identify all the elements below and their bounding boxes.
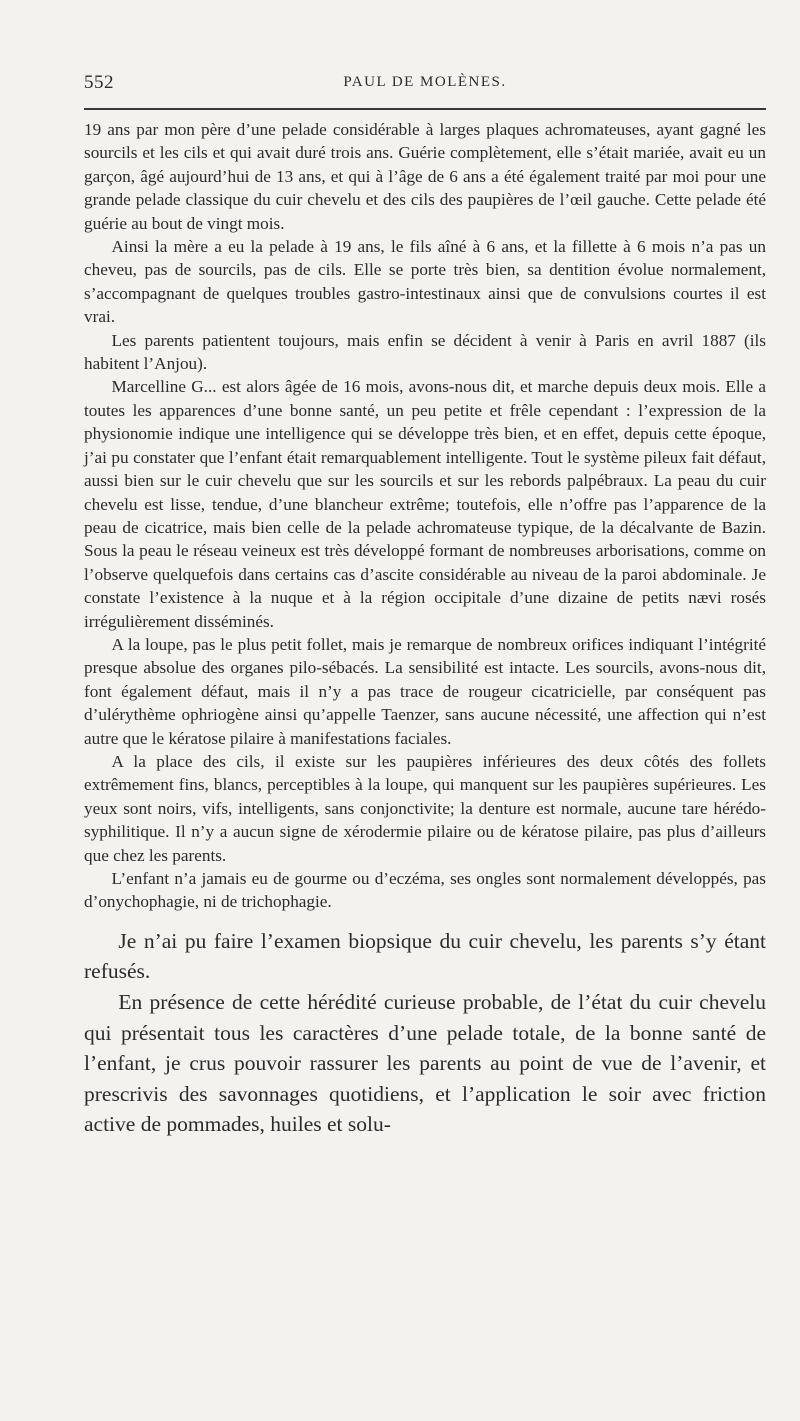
paragraph-loupe: A la loupe, pas le plus petit follet, mais je remarque de nombreux orifices indiquant l’intégrité presque absolue des organes pilo-sébacés. La sensibilité est intacte. Les sourcils, avons-nous dit, font également défaut, mais il n’y a pas trace de rougeur cicatricielle, par conséquent pas d’ulérythème ophriogène ainsi qu’appelle Taenzer, sans aucune nécessité, une affection qui n’est autre que le kératose pilaire à manifestations faciales. <box>84 634 766 748</box>
page-header <box>84 72 766 98</box>
paragraph-eyelashes: A la place des cils, il existe sur les paupières inférieures des deux côtés des follets extrêmement fins, blancs, perceptibles à la loupe, qui manquent sur les paupières supérieures. Les yeux sont noirs, vifs, intelligents, sans conjonctivite; la denture est normale, aucune tare hérédo-syphilitique. Il n’y a aucun signe de xérodermie pilaire ou de kératose pilaire, pas plus d’ailleurs que chez les parents. <box>84 751 766 865</box>
paragraph-treatment: En présence de cette hérédité curieuse probable, de l’état du cuir chevelu qui présentait tous les caractères d’une pelade totale, de la bonne santé de l’enfant, je crus pouvoir rassurer les parents au point de vue de l’avenir, et prescrivis des savonnages quotidiens, et l’application le soir avec friction active de pommades, huiles et solu- <box>84 990 766 1137</box>
paragraph-nails: L’enfant n’a jamais eu de gourme ou d’eczéma, ses ongles sont normalement développés, pas d’onychophagie, ni de trichophagie. <box>84 869 766 912</box>
running-title: PAUL DE MOLÈNES. <box>343 74 507 90</box>
paragraph-biopsy: Je n’ai pu faire l’examen biopsique du cuir chevelu, les parents s’y étant refusés. <box>84 928 766 984</box>
small-print-section <box>84 118 766 914</box>
paragraph-continuation: 19 ans par mon père d’une pelade considérable à larges plaques achromateuses, ayant gagné les sourcils et les cils et qui avait duré trois ans. Guérie complètement, elle s’était mariée, avait eu un garçon, âgé aujourd’hui de 13 ans, et qui à l’âge de 6 ans a été également traité par moi pour une grande pelade classique du cuir chevelu et des cils des paupières de l’œil gauche. Cette pelade été guérie au bout de vingt mois. <box>84 120 766 233</box>
large-print-section <box>84 926 766 1140</box>
page-number: 552 <box>84 72 114 93</box>
paragraph-heredity: Ainsi la mère a eu la pelade à 19 ans, le fils aîné à 6 ans, et la fillette à 6 mois n’a pas un cheveu, pas de sourcils, pas de cils. Elle se porte très bien, sa dentition évolue normalement, s’accompagnant de quelques troubles gastro-intestinaux ainsi que de convulsions courtes il est vrai. <box>84 237 766 327</box>
page-body <box>84 118 766 1140</box>
paragraph-examination: Marcelline G... est alors âgée de 16 mois, avons-nous dit, et marche depuis deux mois. Elle a toutes les apparences d’une bonne santé, un peu petite et frêle cependant : l’expression de la physionomie indique une intelligence qui se développe très bien, et en effet, depuis cette époque, j’ai pu constater que l’enfant était remarquablement intelligente. Tout le système pileux fait défaut, aussi bien sur le cuir chevelu que sur les sourcils et sur les rebords palpébraux. La peau du cuir chevelu est lisse, tendue, d’une blancheur extrême; toutefois, elle n’offre pas l’apparence de la peau de cicatrice, mais bien celle de la pelade achromateuse typique, de la décalvante de Bazin. Sous la peau le réseau veineux est très développé formant de nombreuses arborisations, comme on l’observe quelquefois dans certains cas d’ascite considérable au niveau de la paroi abdominale. Je constate l’existence à la nuque et à la région occipitale d’une dizaine de petits nævi rosés irrégulièrement disséminés. <box>84 377 766 631</box>
header-rule <box>84 108 766 110</box>
paragraph-parents-visit: Les parents patientent toujours, mais enfin se décident à venir à Paris en avril 1887 (ils habitent l’Anjou). <box>84 330 766 374</box>
